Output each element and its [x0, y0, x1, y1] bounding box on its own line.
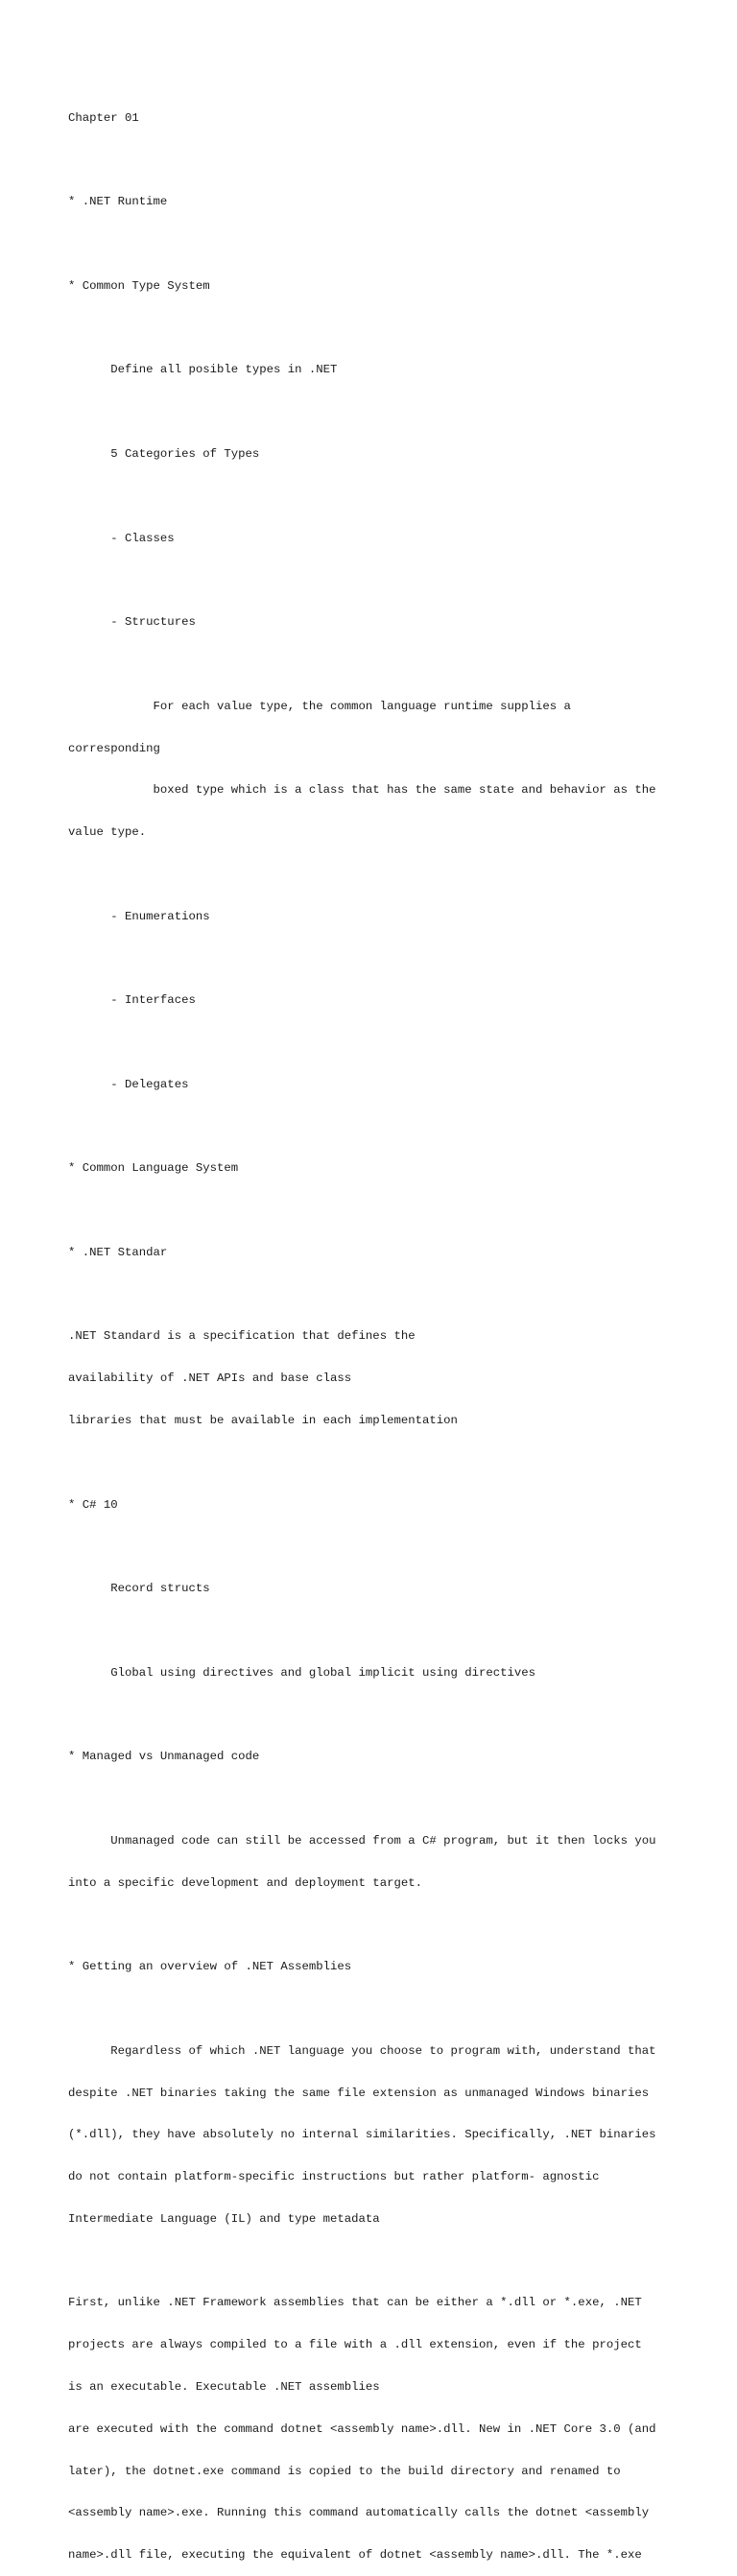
structures-note-line-2: corresponding [68, 741, 160, 755]
blank-line [68, 1120, 701, 1134]
structures-note-line-1: For each value type, the common language runtime supplies a [68, 699, 571, 713]
structures-note-line-3: boxed type which is a class that has the same state and behavior as the [68, 783, 656, 798]
category-delegates: - Delegates [68, 1077, 189, 1091]
assemblies-para-2-line-1: First, unlike .NET Framework assemblies that can be either a *.dll or *.exe, .NET [68, 2296, 642, 2310]
assemblies-para-1-line-2: despite .NET binaries taking the same file extension as unmanaged Windows binaries [68, 2086, 650, 2100]
assemblies-para-2-line-4: are executed with the command dotnet <assembly name>.dll. New in .NET Core 3.0 (and [68, 2421, 656, 2436]
bullet-assemblies-overview: * Getting an overview of .NET Assemblies [68, 1960, 352, 1974]
blank-line [68, 405, 701, 419]
unmanaged-desc-line-2: into a specific development and deployment target. [68, 1875, 422, 1890]
category-classes: - Classes [68, 531, 175, 545]
assemblies-para-1-line-1: Regardless of which .NET language you choose to program with, understand that [68, 2043, 656, 2058]
net-standard-desc-line-3: libraries that must be available in each implementation [68, 1414, 458, 1427]
structures-note-line-4: value type. [68, 825, 147, 840]
blank-line [68, 1918, 701, 1932]
assemblies-para-2-line-7: name>.dll file, executing the equivalent of dotnet <assembly name>.dll. The *.exe [68, 2548, 642, 2563]
category-interfaces: - Interfaces [68, 993, 196, 1008]
bullet-common-language-system: * Common Language System [68, 1161, 239, 1176]
blank-line [68, 1539, 701, 1554]
cts-definition: Define all posible types in .NET [68, 363, 338, 377]
blank-line [68, 1036, 701, 1050]
blank-line [68, 1204, 701, 1218]
bullet-net-standard: * .NET Standar [68, 1245, 168, 1259]
blank-line [68, 322, 701, 336]
type-categories-heading: 5 Categories of Types [68, 447, 260, 462]
assemblies-para-1-line-3: (*.dll), they have absolutely no internal similarities. Specifically, .NET binaries [68, 2128, 656, 2142]
category-enumerations: - Enumerations [68, 909, 210, 923]
blank-line [68, 2002, 701, 2016]
blank-line [68, 951, 701, 966]
assemblies-para-2-line-2: projects are always compiled to a file with a .dll extension, even if the project [68, 2338, 642, 2352]
blank-line [68, 237, 701, 251]
blank-line [68, 868, 701, 882]
document-page [68, 69, 701, 2576]
bullet-managed-vs-unmanaged: * Managed vs Unmanaged code [68, 1750, 260, 1764]
csharp-record-structs: Record structs [68, 1582, 210, 1596]
bullet-csharp-10: * C# 10 [68, 1497, 118, 1512]
assemblies-para-1-line-5: Intermediate Language (IL) and type metadata [68, 2211, 380, 2226]
assemblies-para-2-line-3: is an executable. Executable .NET assemblies [68, 2379, 380, 2394]
blank-line [68, 1456, 701, 1470]
assemblies-para-2-line-6: <assembly name>.exe. Running this command automatically calls the dotnet <assembly [68, 2506, 650, 2520]
bullet-net-runtime: * .NET Runtime [68, 195, 168, 209]
assemblies-para-2-line-5: later), the dotnet.exe command is copied to the build directory and renamed to [68, 2464, 621, 2478]
blank-line [68, 2254, 701, 2269]
net-standard-desc-line-1: .NET Standard is a specification that defines the [68, 1329, 416, 1344]
category-structures: - Structures [68, 615, 196, 630]
blank-line [68, 154, 701, 168]
chapter-title: Chapter 01 [68, 110, 139, 125]
blank-line [68, 573, 701, 587]
blank-line [68, 489, 701, 504]
csharp-global-using: Global using directives and global implicit using directives [68, 1665, 536, 1680]
blank-line [68, 1707, 701, 1722]
unmanaged-desc-line-1: Unmanaged code can still be accessed from a C# program, but it then locks you [68, 1833, 656, 1848]
blank-line [68, 1288, 701, 1302]
blank-line [68, 1624, 701, 1638]
assemblies-para-1-line-4: do not contain platform-specific instructions but rather platform- agnostic [68, 2170, 600, 2184]
blank-line [68, 1792, 701, 1806]
net-standard-desc-line-2: availability of .NET APIs and base class [68, 1371, 352, 1386]
bullet-common-type-system: * Common Type System [68, 278, 210, 293]
blank-line [68, 657, 701, 672]
